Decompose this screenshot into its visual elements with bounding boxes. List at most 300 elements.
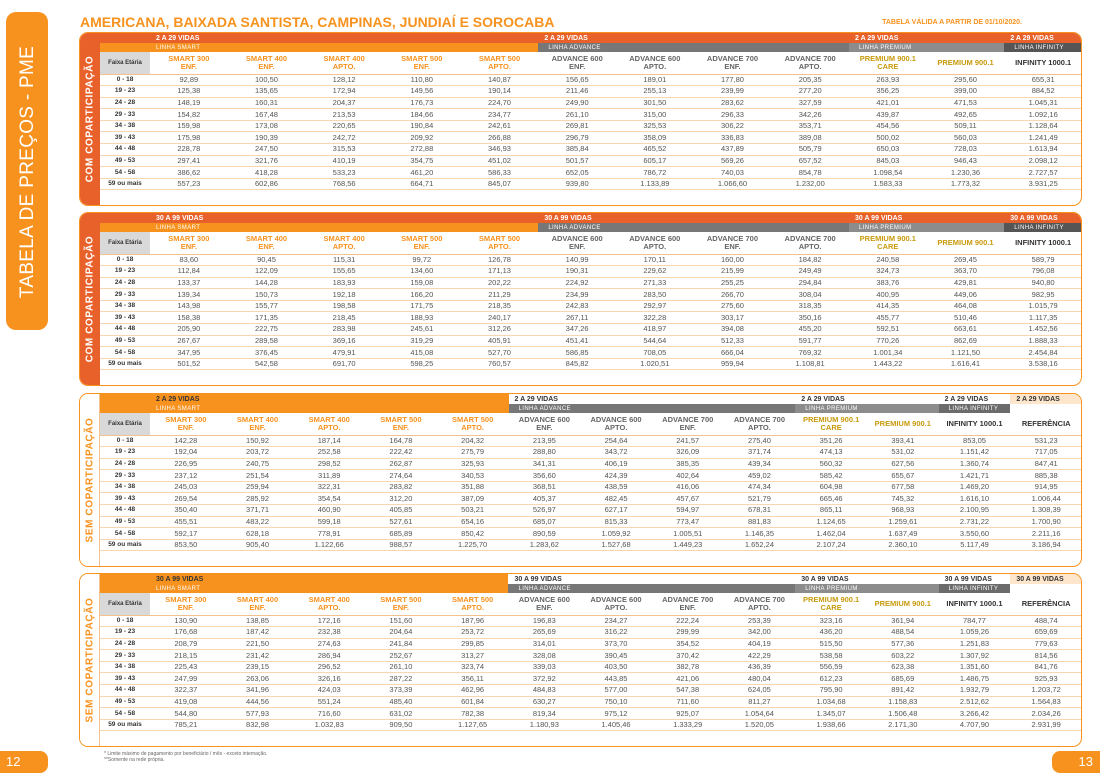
price-cell: 569,26 [694,155,772,167]
plan-column-header: ADVANCE 700 ENF. [652,413,724,435]
plan-column-header: ADVANCE 700 ENF. [694,52,772,74]
table-row [100,719,1082,731]
age-band: 24 - 28 [100,277,150,289]
price-cell: 604,98 [795,481,867,493]
price-cell: 1.034,68 [795,696,867,708]
price-cell: 252,58 [293,447,365,459]
price-cell: 211,29 [461,289,539,301]
price-cell: 501,52 [150,358,228,370]
price-cell: 594,97 [652,505,724,517]
line-label-premium: LINHA PREMIUM [795,404,938,413]
price-cell: 287,22 [365,673,437,685]
price-cell: 173,08 [228,120,306,132]
price-cell: 1.122,66 [293,539,365,551]
section-strip [80,213,100,385]
price-cell: 1.032,83 [293,719,365,731]
price-cell: 272,88 [383,144,461,156]
price-cell: 292,97 [616,300,694,312]
price-cell: 314,01 [508,638,580,650]
price-cell: 503,21 [437,505,509,517]
table-row [100,696,1082,708]
price-cell: 213,53 [305,109,383,121]
price-cell: 946,43 [927,155,1005,167]
price-cell: 685,07 [509,516,581,528]
price-cell: 138,85 [222,615,294,627]
price-table [100,33,1082,190]
price-cell: 386,62 [150,167,228,179]
price-cell: 221,50 [222,638,294,650]
line-label-advance: LINHA ADVANCE [538,223,849,232]
vidas-group: 30 A 99 VIDAS [538,213,849,223]
age-band: 34 - 38 [100,300,150,312]
price-cell: 975,12 [580,708,652,720]
price-cell: 795,90 [795,685,867,697]
price-cell: 419,08 [150,696,222,708]
price-cell: 471,53 [927,97,1005,109]
price-cell: 204,32 [437,435,509,447]
table-row [100,97,1082,109]
line-label-premium: LINHA PREMIUM [849,43,1004,52]
price-cell: 745,32 [867,493,939,505]
price-cell: 1.133,89 [616,178,694,190]
plan-column-header: ADVANCE 700 APTO. [724,593,796,615]
plan-column-header: SMART 300 ENF. [150,593,222,615]
age-band: 0 - 18 [100,254,150,266]
table-row [100,120,1082,132]
age-band: 39 - 43 [100,132,150,144]
table-row [100,516,1082,528]
price-cell: 2.098,12 [1004,155,1082,167]
price-cell: 166,20 [383,289,461,301]
price-cell: 275,40 [724,435,796,447]
price-cell: 531,23 [1010,435,1082,447]
price-cell: 143,98 [150,300,228,312]
price-cell: 2.512,62 [939,696,1011,708]
price-cell: 177,80 [694,74,772,86]
price-cell: 218,35 [461,300,539,312]
price-cell: 296,52 [293,661,365,673]
price-cell: 1.251,83 [939,638,1011,650]
price-cell: 527,61 [365,516,437,528]
price-cell: 222,75 [228,324,306,336]
price-cell: 665,46 [795,493,867,505]
price-cell: 321,76 [228,155,306,167]
price-cell: 439,87 [849,109,927,121]
price-cell: 322,37 [150,685,222,697]
age-band: 54 - 58 [100,528,150,540]
price-cell: 350,16 [771,312,849,324]
price-cell: 242,72 [305,132,383,144]
price-cell: 254,64 [580,435,652,447]
price-cell: 205,90 [150,324,228,336]
table-row [100,254,1082,266]
price-cell: 242,83 [538,300,616,312]
price-cell: 289,58 [228,335,306,347]
price-cell: 1.345,07 [795,708,867,720]
price-cell: 1.443,22 [849,358,927,370]
price-cell: 479,91 [305,347,383,359]
price-cell: 135,65 [228,86,306,98]
price-cell: 208,79 [150,638,222,650]
price-cell: 247,99 [150,673,222,685]
price-cell: 416,06 [652,481,724,493]
line-label-advance: LINHA ADVANCE [508,584,795,593]
plan-column-header: SMART 300 ENF. [150,232,228,254]
vidas-group: 30 A 99 VIDAS [1004,213,1082,223]
price-cell: 1.059,92 [580,528,652,540]
price-cell: 1.449,23 [652,539,724,551]
price-cell: 263,06 [222,673,294,685]
table-row [100,74,1082,86]
price-cell: 591,77 [771,335,849,347]
price-cell: 188,93 [383,312,461,324]
line-label-infinity: LINHA INFINITY [1004,223,1082,232]
price-cell: 2.727,57 [1004,167,1082,179]
plan-column-header: INFINITY 1000.1 [1004,232,1082,254]
price-cell: 854,78 [771,167,849,179]
sidebar-tab-label: TABELA DE PREÇOS - PME [17,45,38,299]
price-cell: 603,22 [867,650,939,662]
price-cell: 862,69 [927,335,1005,347]
line-label-smart: LINHA SMART [100,43,538,52]
plan-column-header: SMART 400 APTO. [305,52,383,74]
price-cell: 1.308,39 [1010,505,1082,517]
price-cell: 728,03 [927,144,1005,156]
price-cell: 2.100,95 [939,505,1011,517]
section-label: SEM COPARTICIPAÇÃO [84,597,96,723]
price-cell: 187,96 [437,615,509,627]
price-cell: 242,61 [461,120,539,132]
price-cell: 390,45 [580,650,652,662]
age-band: 39 - 43 [100,673,150,685]
price-cell: 1.092,16 [1004,109,1082,121]
price-cell: 247,50 [228,144,306,156]
price-cell: 841,76 [1010,661,1082,673]
price-cell: 368,51 [509,481,581,493]
price-cell: 190,14 [461,86,539,98]
price-cell: 283,82 [365,481,437,493]
price-cell: 778,91 [293,528,365,540]
plan-column-header: REFERÊNCIA [1010,413,1082,435]
price-cell: 240,17 [461,312,539,324]
price-cell: 624,05 [724,685,796,697]
price-cell: 308,04 [771,289,849,301]
line-label-infinity: LINHA INFINITY [939,404,1011,413]
price-cell: 577,36 [867,638,939,650]
price-cell: 158,38 [150,312,228,324]
price-table-section [79,393,1082,567]
table-row [100,539,1082,551]
table-row [100,266,1082,278]
price-cell: 170,11 [616,254,694,266]
price-cell: 184,82 [771,254,849,266]
price-cell: 1.066,60 [694,178,772,190]
table-row [100,661,1082,673]
table-row [100,358,1082,370]
price-cell: 204,64 [365,627,437,639]
price-cell: 3.931,25 [1004,178,1082,190]
faixa-etaria-header: Faixa Etária [100,52,150,74]
price-cell: 760,57 [461,358,539,370]
price-cell: 251,54 [222,470,294,482]
price-cell: 275,60 [694,300,772,312]
price-cell: 474,13 [795,447,867,459]
price-cell: 363,70 [927,266,1005,278]
price-cell: 403,50 [580,661,652,673]
price-cell: 316,22 [580,627,652,639]
price-cell: 2.107,24 [795,539,867,551]
plan-column-header: SMART 500 ENF. [383,52,461,74]
table-row [100,708,1082,720]
price-cell: 577,00 [580,685,652,697]
price-cell: 160,31 [228,97,306,109]
price-cell: 155,77 [228,300,306,312]
price-cell: 288,80 [509,447,581,459]
price-cell: 299,99 [652,627,724,639]
price-cell: 443,85 [580,673,652,685]
price-cell: 1.405,46 [580,719,652,731]
price-cell: 92,89 [150,74,228,86]
price-cell: 691,70 [305,358,383,370]
age-band: 24 - 28 [100,458,150,470]
price-cell: 939,80 [538,178,616,190]
price-cell: 1.098,54 [849,167,927,179]
table-row [100,109,1082,121]
price-cell: 577,93 [222,708,294,720]
table-row [100,481,1082,493]
vidas-group: 2 A 29 VIDAS [849,33,1004,43]
price-cell: 342,26 [771,109,849,121]
price-cell: 884,52 [1004,86,1082,98]
plan-column-header: SMART 400 APTO. [293,593,365,615]
price-cell: 311,89 [293,470,365,482]
price-cell: 784,77 [939,615,1011,627]
price-cell: 187,42 [222,627,294,639]
price-cell: 3.538,16 [1004,358,1082,370]
price-cell: 1.059,26 [939,627,1011,639]
price-cell: 234,77 [461,109,539,121]
plan-column-header: ADVANCE 700 ENF. [694,232,772,254]
price-cell: 222,24 [652,615,724,627]
price-cell: 385,35 [652,458,724,470]
price-cell: 274,64 [365,470,437,482]
price-cell: 1.506,48 [867,708,939,720]
price-cell: 533,23 [305,167,383,179]
plan-column-header: ADVANCE 600 ENF. [538,232,616,254]
plan-column-header: ADVANCE 700 APTO. [771,52,849,74]
price-cell: 586,33 [461,167,539,179]
price-cell: 218,45 [305,312,383,324]
price-cell: 657,52 [771,155,849,167]
price-table [100,574,1082,731]
price-cell: 652,05 [538,167,616,179]
price-cell: 351,88 [437,481,509,493]
price-cell: 773,47 [652,516,724,528]
age-band: 19 - 23 [100,447,150,459]
vidas-group: 30 A 99 VIDAS [100,574,508,584]
footnotes [104,751,267,763]
plan-column-header: ADVANCE 600 APTO. [580,413,652,435]
price-cell: 245,61 [383,324,461,336]
price-cell: 1.283,62 [509,539,581,551]
price-cell: 294,84 [771,277,849,289]
price-cell: 275,79 [437,447,509,459]
price-cell: 677,58 [867,481,939,493]
price-cell: 341,31 [509,458,581,470]
age-band: 0 - 18 [100,74,150,86]
column-header-row [100,232,1082,254]
price-cell: 1.020,51 [616,358,694,370]
plan-column-header: PREMIUM 900.1 CARE [795,593,867,615]
price-cell: 592,17 [150,528,222,540]
plan-column-header: ADVANCE 700 APTO. [771,232,849,254]
age-band: 29 - 33 [100,109,150,121]
price-cell: 239,99 [694,86,772,98]
price-cell: 240,75 [222,458,294,470]
price-cell: 455,51 [150,516,222,528]
price-cell: 414,35 [849,300,927,312]
price-cell: 3.550,60 [939,528,1011,540]
price-cell: 209,92 [383,132,461,144]
price-cell: 148,19 [150,97,228,109]
sidebar [0,0,56,778]
price-cell: 1.259,61 [867,516,939,528]
price-cell: 1.360,74 [939,458,1011,470]
price-cell: 501,57 [538,155,616,167]
price-cell: 382,78 [652,661,724,673]
price-cell: 1.486,75 [939,673,1011,685]
price-cell: 451,41 [538,335,616,347]
price-cell: 274,63 [293,638,365,650]
price-cell: 322,31 [293,481,365,493]
line-label-smart: LINHA SMART [100,404,509,413]
price-cell: 659,69 [1010,627,1082,639]
price-cell: 1.652,24 [724,539,796,551]
price-cell: 1.520,05 [724,719,796,731]
price-cell: 1.006,44 [1010,493,1082,505]
price-cell: 339,03 [508,661,580,673]
price-cell: 711,60 [652,696,724,708]
price-cell: 779,63 [1010,638,1082,650]
age-band: 29 - 33 [100,650,150,662]
price-cell: 685,89 [365,528,437,540]
price-cell: 509,11 [927,120,1005,132]
price-cell: 269,45 [927,254,1005,266]
price-cell: 1.564,83 [1010,696,1082,708]
price-cell: 306,22 [694,120,772,132]
plan-column-header: SMART 500 ENF. [365,593,437,615]
plan-column-header: SMART 300 ENF. [150,52,228,74]
price-cell: 4.707,90 [939,719,1011,731]
table-row [100,155,1082,167]
price-cell: 526,97 [509,505,581,517]
age-band: 39 - 43 [100,312,150,324]
price-cell: 2.211,16 [1010,528,1082,540]
price-cell: 128,12 [305,74,383,86]
price-table [100,213,1082,370]
price-cell: 340,53 [437,470,509,482]
price-cell: 462,96 [437,685,509,697]
price-cell: 630,27 [508,696,580,708]
price-cell: 1.773,32 [927,178,1005,190]
plan-column-header: SMART 500 APTO. [437,593,509,615]
price-cell: 1.452,56 [1004,324,1082,336]
price-cell: 324,73 [849,266,927,278]
price-cell: 1.307,92 [939,650,1011,662]
price-cell: 372,92 [508,673,580,685]
plan-column-header: SMART 500 APTO. [437,413,509,435]
price-cell: 356,25 [849,86,927,98]
line-label-premium: LINHA PREMIUM [849,223,1004,232]
price-cell: 1.616,41 [927,358,1005,370]
price-cell: 140,99 [538,254,616,266]
age-band: 19 - 23 [100,86,150,98]
price-cell: 231,42 [222,650,294,662]
price-cell: 925,93 [1010,673,1082,685]
price-cell: 769,32 [771,347,849,359]
price-cell: 253,72 [437,627,509,639]
price-cell: 1.225,70 [437,539,509,551]
price-cell: 160,00 [694,254,772,266]
price-cell: 255,25 [694,277,772,289]
table-row [100,493,1082,505]
price-cell: 283,62 [694,97,772,109]
price-cell: 521,79 [724,493,796,505]
price-cell: 1.124,65 [795,516,867,528]
price-cell: 189,01 [616,74,694,86]
price-cell: 139,34 [150,289,228,301]
column-header-row [100,593,1082,615]
age-band: 44 - 48 [100,144,150,156]
price-cell: 176,73 [383,97,461,109]
price-cell: 510,46 [927,312,1005,324]
vidas-group: 30 A 99 VIDAS [849,213,1004,223]
price-cell: 183,93 [305,277,383,289]
price-cell: 905,40 [222,539,294,551]
age-band: 44 - 48 [100,505,150,517]
price-cell: 295,60 [927,74,1005,86]
price-cell: 459,02 [724,470,796,482]
price-cell: 393,41 [867,435,939,447]
price-cell: 354,54 [293,493,365,505]
price-cell: 241,57 [652,435,724,447]
faixa-etaria-header: Faixa Etária [100,413,150,435]
price-cell: 222,42 [365,447,437,459]
price-cell: 267,67 [150,335,228,347]
price-cell: 341,96 [222,685,294,697]
price-cell: 213,95 [509,435,581,447]
price-cell: 544,80 [150,708,222,720]
price-cell: 299,85 [437,638,509,650]
price-cell: 376,45 [228,347,306,359]
price-cell: 627,17 [580,505,652,517]
price-cell: 347,26 [538,324,616,336]
price-cell: 283,50 [616,289,694,301]
group-header-row [100,33,1082,43]
price-cell: 832,98 [222,719,294,731]
price-cell: 2.171,30 [867,719,939,731]
page-number-right: 13 [1052,751,1100,773]
price-cell: 451,02 [461,155,539,167]
plan-column-header: PREMIUM 900.1 CARE [849,232,927,254]
price-cell: 716,60 [293,708,365,720]
group-header-row [100,213,1082,223]
price-cell: 424,03 [293,685,365,697]
price-cell: 83,60 [150,254,228,266]
price-cell: 547,38 [652,685,724,697]
plan-column-header: PREMIUM 900.1 [927,232,1005,254]
price-cell: 439,34 [724,458,796,470]
